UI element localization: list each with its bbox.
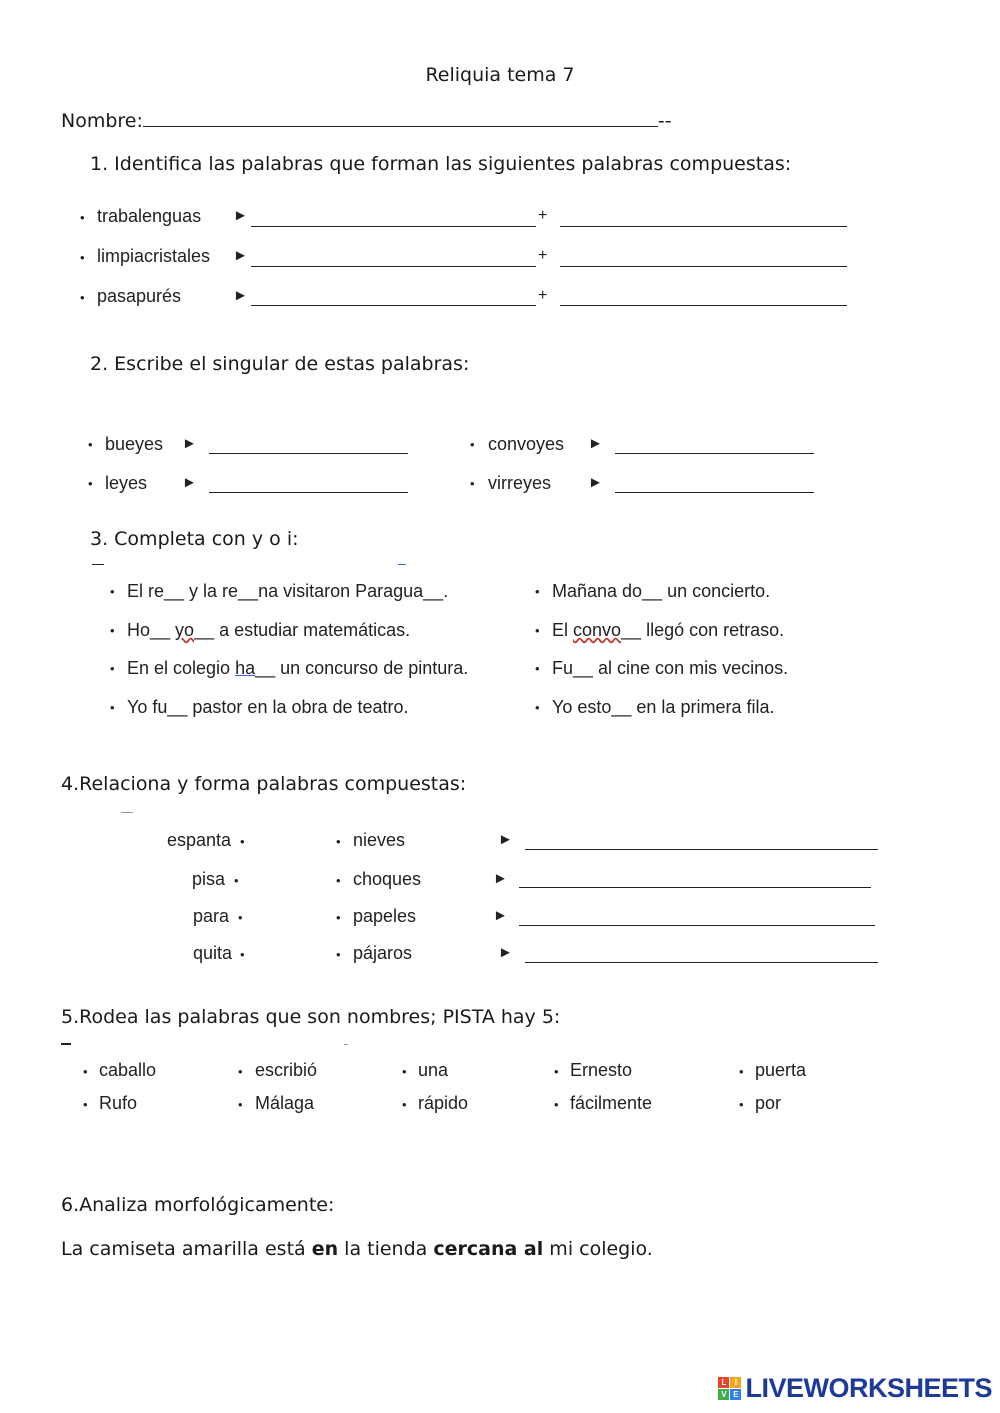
answer-line[interactable] xyxy=(251,305,536,306)
logo-letter: E xyxy=(730,1389,741,1400)
question-4-label: 4.Relaciona y forma palabras compuestas: xyxy=(61,773,467,795)
name-input-line[interactable] xyxy=(143,108,658,127)
plus-sign: + xyxy=(538,247,548,264)
fill-sentence[interactable] xyxy=(552,620,784,641)
arrow-right-icon: ► xyxy=(588,474,603,491)
sentence-part: El xyxy=(552,620,574,640)
sentence-part: mi colegio. xyxy=(543,1238,653,1260)
word-suffix[interactable]: choques xyxy=(353,869,422,889)
word-prefix[interactable]: espanta xyxy=(166,830,231,850)
sentence-part: __ a estudiar matemáticas. xyxy=(194,620,411,640)
word-prefix[interactable]: pisa xyxy=(191,869,225,889)
plus-sign: + xyxy=(538,287,548,304)
bullet-icon: • xyxy=(470,437,475,452)
bullet-icon: • xyxy=(88,476,93,491)
bullet-icon: • xyxy=(554,1064,559,1079)
bullet-icon: • xyxy=(402,1097,407,1112)
word-option[interactable]: Ernesto xyxy=(570,1060,633,1080)
answer-line[interactable] xyxy=(209,492,408,493)
sentence-part: yo xyxy=(175,620,195,640)
bullet-icon: • xyxy=(535,584,540,599)
bullet-icon: • xyxy=(238,1097,243,1112)
word-suffix[interactable]: nieves xyxy=(353,830,406,850)
question-5-label: 5.Rodea las palabras que son nombres; PISTA hay 5: xyxy=(61,1006,561,1028)
answer-line[interactable] xyxy=(560,266,847,267)
question-3-label: 3. Completa con y o i: xyxy=(90,528,299,550)
arrow-right-icon: ► xyxy=(233,207,248,224)
stray-mark xyxy=(398,564,406,565)
logo-letter: L xyxy=(718,1377,729,1388)
question-6-label: 6.Analiza morfológicamente: xyxy=(61,1194,335,1216)
sentence-part-bold: cercana al xyxy=(433,1238,544,1260)
bullet-icon: • xyxy=(110,661,115,676)
answer-line[interactable] xyxy=(560,226,847,227)
sentence-part: convo xyxy=(573,620,622,640)
stray-mark xyxy=(121,812,133,813)
sentence-part: la tienda xyxy=(338,1238,434,1260)
bullet-icon: • xyxy=(240,834,245,849)
arrow-right-icon: ► xyxy=(498,944,513,961)
arrow-right-icon: ► xyxy=(588,435,603,452)
compound-word: trabalenguas xyxy=(97,206,202,226)
answer-line[interactable] xyxy=(519,887,871,888)
bullet-icon: • xyxy=(402,1064,407,1079)
logo-letter: I xyxy=(730,1377,741,1388)
arrow-right-icon: ► xyxy=(233,287,248,304)
plural-word: virreyes xyxy=(488,473,552,493)
analysis-sentence xyxy=(61,1238,653,1260)
bullet-icon: • xyxy=(110,623,115,638)
sentence-part: __ llegó con retraso. xyxy=(621,620,785,640)
fill-sentence[interactable]: El re__ y la re__na visitaron Paragua__. xyxy=(127,581,449,601)
word-option[interactable]: por xyxy=(755,1093,782,1113)
stray-mark xyxy=(61,1043,71,1045)
bullet-icon: • xyxy=(83,1064,88,1079)
word-option[interactable]: rápido xyxy=(418,1093,469,1113)
compound-word: pasapurés xyxy=(97,286,182,306)
word-option[interactable]: Málaga xyxy=(255,1093,315,1113)
arrow-right-icon: ► xyxy=(498,831,513,848)
bullet-icon: • xyxy=(336,910,341,925)
arrow-right-icon: ► xyxy=(182,435,197,452)
word-prefix[interactable]: quita xyxy=(192,943,232,963)
bullet-icon: • xyxy=(88,437,93,452)
bullet-icon: • xyxy=(80,210,85,225)
answer-line[interactable] xyxy=(251,266,536,267)
answer-line[interactable] xyxy=(525,849,878,850)
bullet-icon: • xyxy=(535,700,540,715)
compound-word: limpiacristales xyxy=(97,246,211,266)
bullet-icon: • xyxy=(110,584,115,599)
bullet-icon: • xyxy=(83,1097,88,1112)
arrow-right-icon: ► xyxy=(493,870,508,887)
word-option[interactable]: Rufo xyxy=(99,1093,138,1113)
sentence-part-bold: en xyxy=(311,1238,339,1260)
answer-line[interactable] xyxy=(519,925,875,926)
arrow-right-icon: ► xyxy=(493,907,508,924)
stray-mark xyxy=(344,1044,348,1045)
liveworksheets-logo xyxy=(718,1371,992,1405)
question-1-label: 1. Identifica las palabras que forman las siguientes palabras compuestas: xyxy=(90,153,792,175)
bullet-icon: • xyxy=(234,873,239,888)
sentence-part: ha xyxy=(235,658,256,678)
stray-mark xyxy=(92,564,104,565)
fill-sentence[interactable]: Yo fu__ pastor en la obra de teatro. xyxy=(127,697,409,717)
fill-sentence[interactable]: Fu__ al cine con mis vecinos. xyxy=(552,658,789,678)
arrow-right-icon: ► xyxy=(182,474,197,491)
plural-word: convoyes xyxy=(488,434,565,454)
plural-word: leyes xyxy=(105,473,148,493)
word-option[interactable]: caballo xyxy=(99,1060,157,1080)
name-label: Nombre: xyxy=(61,110,143,132)
plural-word: bueyes xyxy=(105,434,164,454)
bullet-icon: • xyxy=(240,947,245,962)
logo-letter: V xyxy=(718,1389,729,1400)
arrow-right-icon: ► xyxy=(233,247,248,264)
word-option[interactable]: escribió xyxy=(255,1060,318,1080)
bullet-icon: • xyxy=(554,1097,559,1112)
word-option[interactable]: una xyxy=(418,1060,449,1080)
sentence-part: La camiseta amarilla está xyxy=(61,1238,312,1260)
plus-sign: + xyxy=(538,207,548,224)
bullet-icon: • xyxy=(739,1097,744,1112)
sentence-part: En el colegio xyxy=(127,658,236,678)
bullet-icon: • xyxy=(535,623,540,638)
answer-line[interactable] xyxy=(251,226,536,227)
fill-sentence[interactable] xyxy=(127,620,410,641)
word-suffix[interactable]: papeles xyxy=(353,906,417,926)
bullet-icon: • xyxy=(336,947,341,962)
answer-line[interactable] xyxy=(525,962,878,963)
name-tail: -- xyxy=(657,110,672,132)
logo-icon xyxy=(718,1377,741,1400)
bullet-icon: • xyxy=(80,250,85,265)
word-option[interactable]: puerta xyxy=(755,1060,807,1080)
fill-sentence[interactable] xyxy=(127,658,468,679)
fill-sentence[interactable]: Mañana do__ un concierto. xyxy=(552,581,771,601)
bullet-icon: • xyxy=(535,661,540,676)
answer-line[interactable] xyxy=(615,492,814,493)
answer-line[interactable] xyxy=(615,453,814,454)
bullet-icon: • xyxy=(80,290,85,305)
bullet-icon: • xyxy=(238,1064,243,1079)
fill-sentence[interactable]: Yo esto__ en la primera fila. xyxy=(552,697,775,717)
name-row xyxy=(61,108,672,132)
sentence-part: __ un concurso de pintura. xyxy=(255,658,469,678)
sentence-part: Ho__ xyxy=(127,620,176,640)
question-2-label: 2. Escribe el singular de estas palabras: xyxy=(90,353,470,375)
logo-text: LIVEWORKSHEETS xyxy=(745,1372,992,1403)
bullet-icon: • xyxy=(336,873,341,888)
bullet-icon: • xyxy=(470,476,475,491)
bullet-icon: • xyxy=(238,910,243,925)
word-prefix[interactable]: para xyxy=(192,906,229,926)
word-suffix[interactable]: pájaros xyxy=(353,943,413,963)
bullet-icon: • xyxy=(336,834,341,849)
word-option[interactable]: fácilmente xyxy=(570,1093,653,1113)
page-title: Reliquia tema 7 xyxy=(425,64,575,86)
answer-line[interactable] xyxy=(209,453,408,454)
bullet-icon: • xyxy=(110,700,115,715)
answer-line[interactable] xyxy=(560,305,847,306)
bullet-icon: • xyxy=(739,1064,744,1079)
